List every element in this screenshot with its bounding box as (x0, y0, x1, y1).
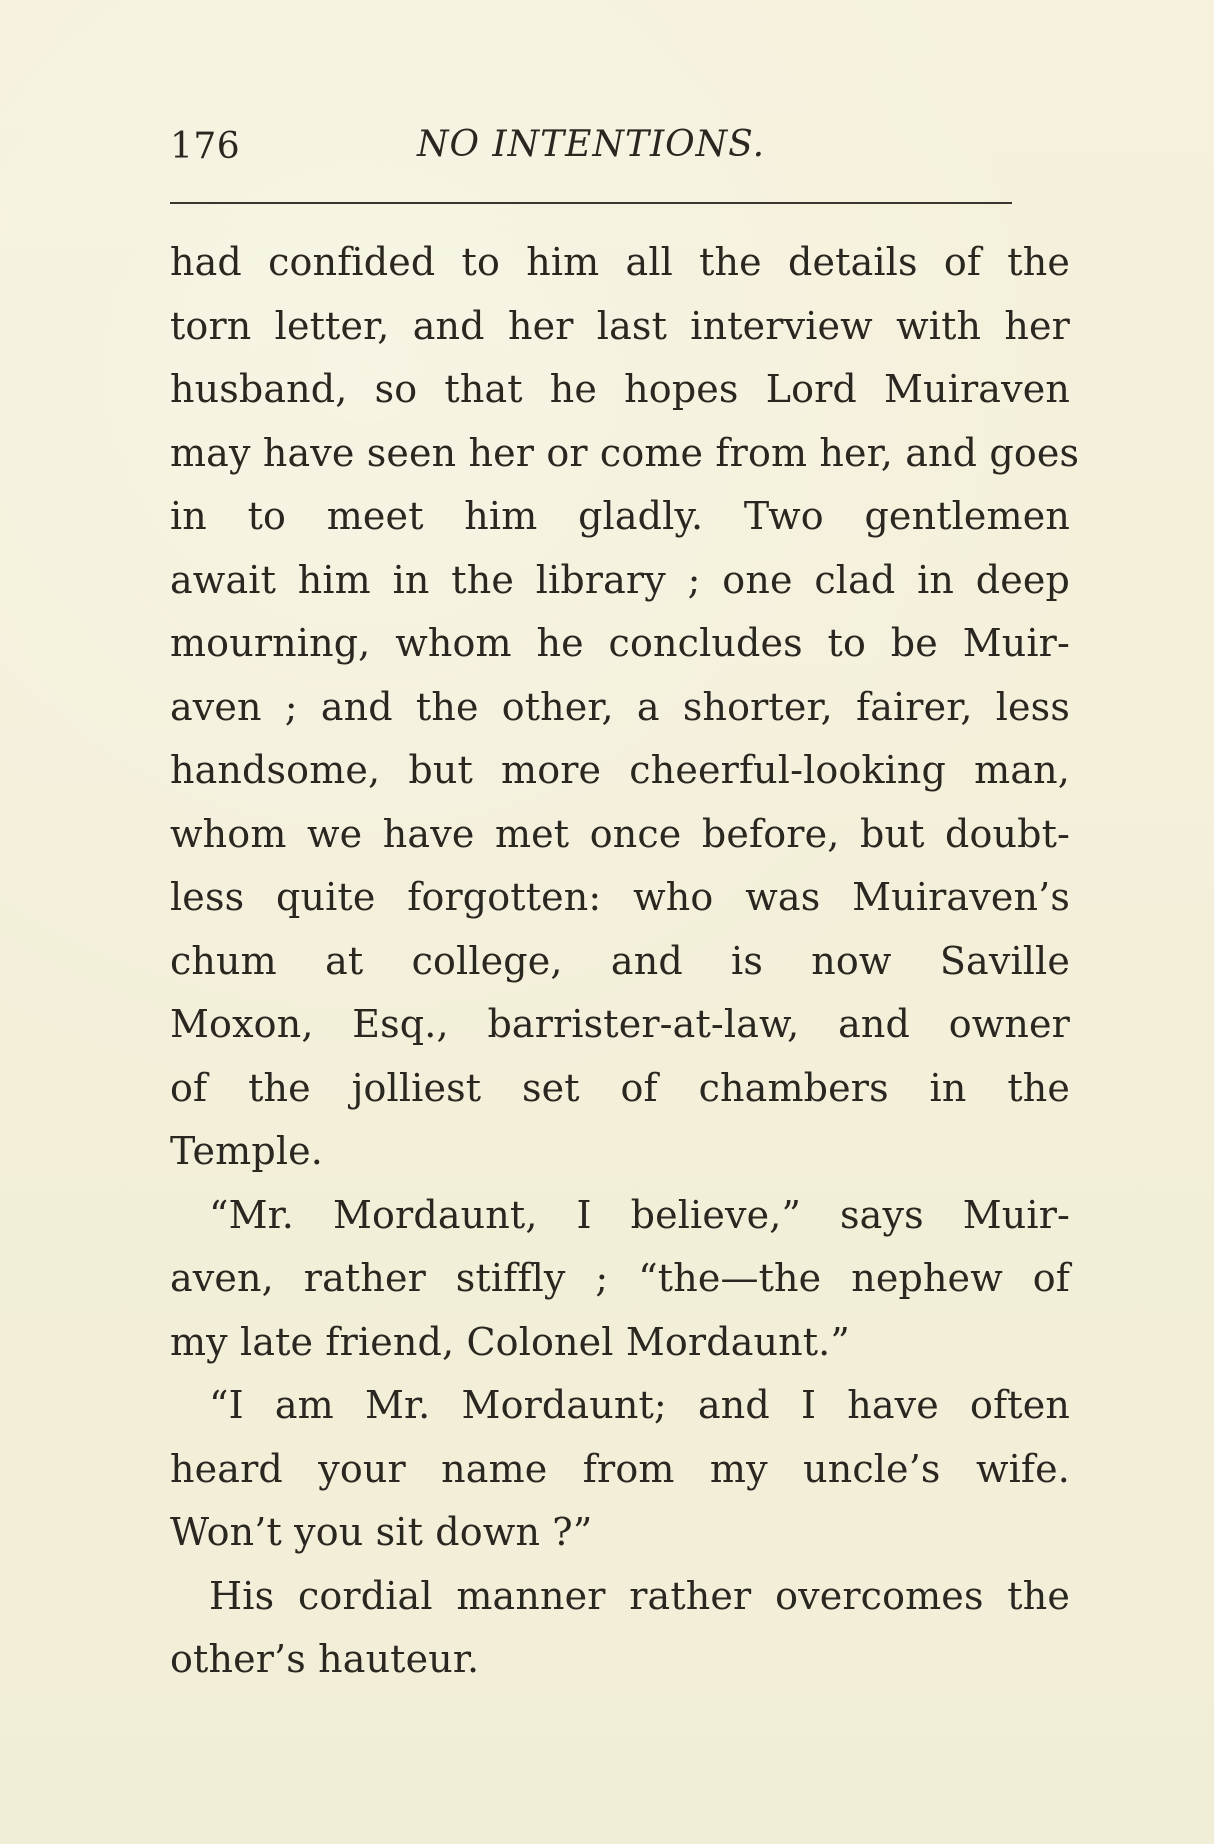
body-line-18: my late friend, Colonel Mordaunt.” (170, 1319, 850, 1364)
body-line-19: “I am Mr. Mordaunt; and I have often (209, 1383, 1070, 1427)
body-line-8: aven ; and the other, a shorter, fairer, less (170, 684, 1070, 729)
page-header (170, 122, 1012, 174)
page-body (170, 231, 1080, 1692)
body-line-2: torn letter, and her last interview with her (170, 303, 1070, 348)
body-line-16: “Mr. Mordaunt, I believe,” says Muir- (209, 1192, 1070, 1237)
body-line-22: His cordial manner rather overcomes the (209, 1573, 1070, 1618)
body-line-3: husband, so that he hopes Lord Muiraven (170, 367, 1070, 411)
body-line-13: Moxon, Esq., barrister-at-law, and owner (170, 1002, 1070, 1046)
body-line-5: in to meet him gladly. Two gentlemen (170, 494, 1070, 538)
body-line-6: await him in the library ; one clad in deep (170, 557, 1070, 602)
page-number: 176 (170, 126, 241, 167)
body-line-14: of the jolliest set of chambers in the (170, 1065, 1070, 1110)
body-line-15: Temple. (170, 1129, 324, 1173)
body-line-20: heard your name from my uncle’s wife. (170, 1446, 1070, 1491)
header-rule (170, 202, 1012, 204)
body-line-9: handsome, but more cheerful-looking man, (170, 748, 1070, 792)
body-line-12: chum at college, and is now Saville (170, 938, 1070, 983)
body-line-4: may have seen her or come from her, and goes (170, 430, 1080, 475)
body-line-7: mourning, whom he concludes to be Muir- (170, 621, 1070, 665)
body-line-1: had confided to him all the details of the (170, 240, 1070, 284)
body-line-21: Won’t you sit down ?” (170, 1510, 593, 1554)
body-line-10: whom we have met once before, but doubt- (170, 811, 1070, 856)
body-line-23: other’s hauteur. (170, 1637, 480, 1681)
body-line-17: aven, rather stiffly ; “the—the nephew of (170, 1256, 1070, 1300)
body-line-11: less quite forgotten: who was Muiraven’s (170, 875, 1070, 919)
running-title: NO INTENTIONS. (416, 124, 766, 165)
